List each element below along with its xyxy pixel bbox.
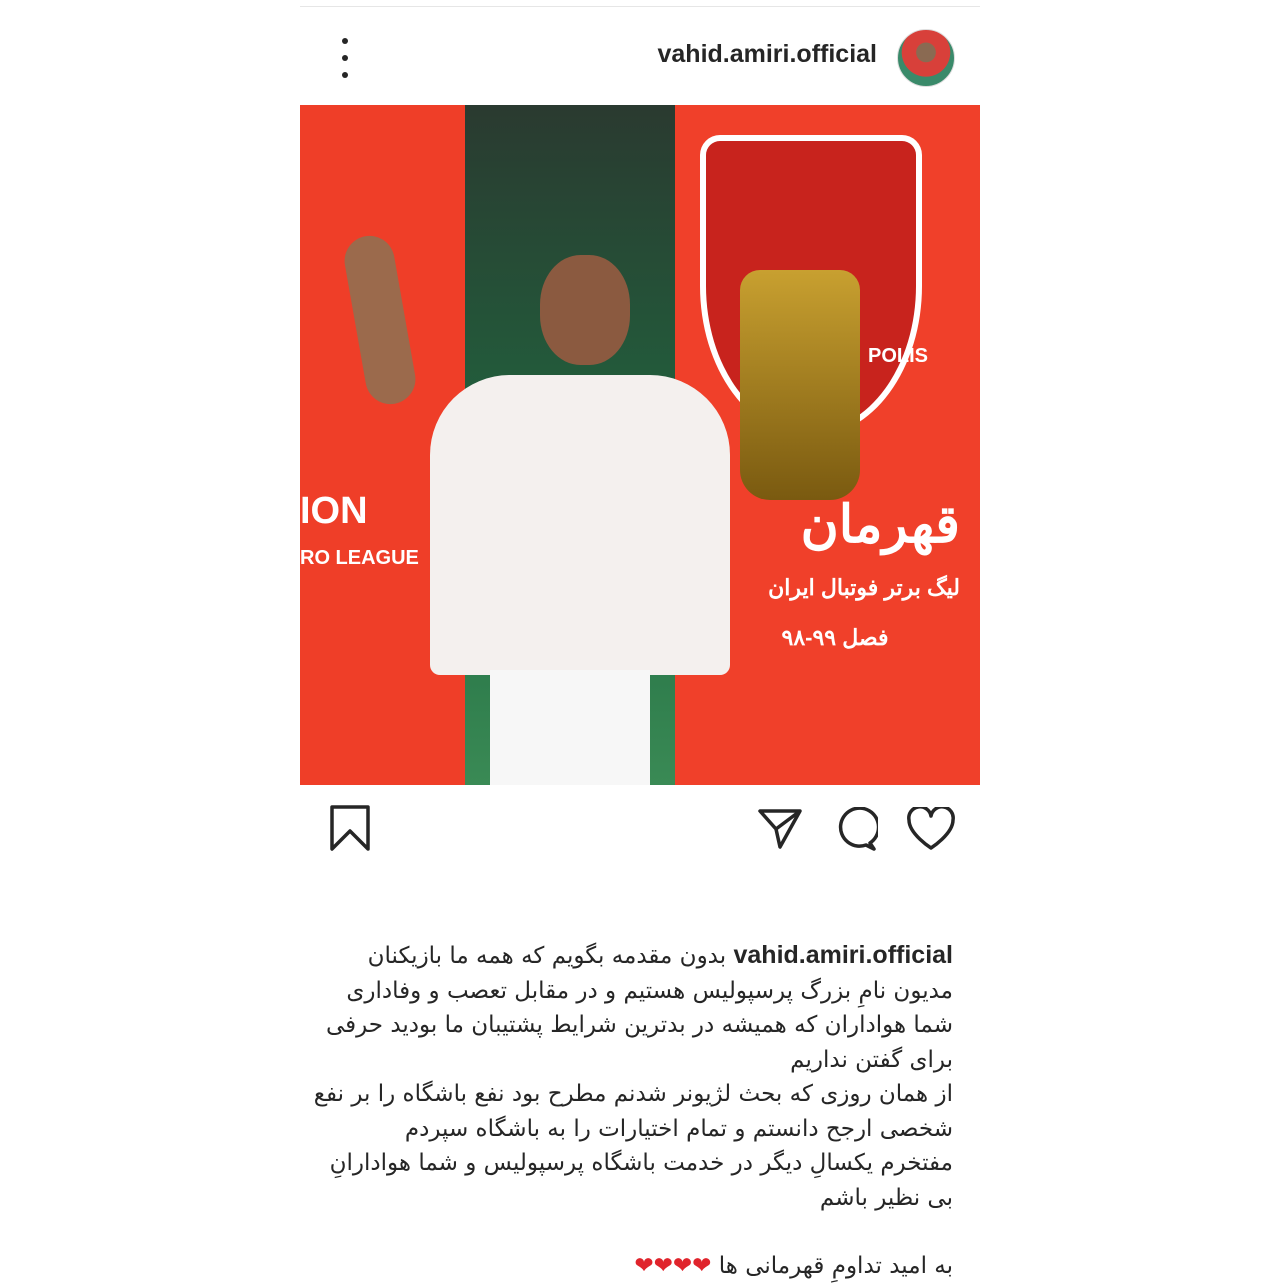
caption-closing: به امید تداومِ قهرمانی ها	[718, 1253, 953, 1279]
caption-line: مفتخرم یکسالِ دیگر در خدمت باشگاه پرسپولیس و شما هوادارانِ	[329, 1150, 953, 1176]
post-actions	[300, 805, 980, 853]
caption-line: مدیون نامِ بزرگ پرسپولیس هستیم و در مقابل تعصب و وفاداری	[346, 977, 953, 1004]
caption-line: شخصی ارجح دانستم و تمام اختیارات را به باشگاه سپردم	[404, 1115, 953, 1142]
caption-line: بدون مقدمه بگویم که همه ما بازیکنان	[367, 943, 727, 969]
post-photo[interactable]	[300, 105, 980, 785]
caption-line: از همان روزی که بحث لژیونر شدنم مطرح بود نفع باشگاه را بر نفع	[313, 1081, 953, 1107]
player-jersey	[430, 375, 730, 675]
trophy	[740, 270, 860, 500]
photo-club-text: POLIS	[868, 345, 929, 367]
photo-ion-text: ION	[300, 490, 368, 532]
caption-line: برای گفتن نداریم	[790, 1046, 953, 1073]
post-caption	[313, 938, 953, 1284]
send-icon[interactable]	[758, 807, 802, 851]
caption-line: شما هواداران که همیشه در بدترین شرایط پشتیبان ما بودید حرفی	[325, 1012, 953, 1038]
caption-username[interactable]: vahid.amiri.official	[733, 941, 953, 969]
post-username[interactable]: vahid.amiri.official	[657, 40, 877, 68]
photo-season-text: فصل ۹۹-۹۸	[781, 625, 889, 650]
caption-line: بی نظیر باشم	[819, 1184, 953, 1211]
player-head	[540, 255, 630, 365]
more-vertical-icon[interactable]	[334, 38, 356, 78]
photo-champion-text: قهرمان	[800, 496, 960, 554]
player-shorts	[490, 670, 650, 785]
comment-icon[interactable]	[832, 807, 878, 851]
heart-icon[interactable]	[906, 807, 956, 851]
heart-emoji: ❤❤❤❤	[634, 1253, 712, 1279]
bookmark-icon[interactable]	[328, 805, 372, 851]
divider	[300, 6, 980, 7]
photo-league-en-text: RO LEAGUE	[300, 547, 419, 569]
photo-league-text: لیگ برتر فوتبال ایران	[768, 575, 960, 600]
avatar[interactable]	[897, 29, 955, 87]
